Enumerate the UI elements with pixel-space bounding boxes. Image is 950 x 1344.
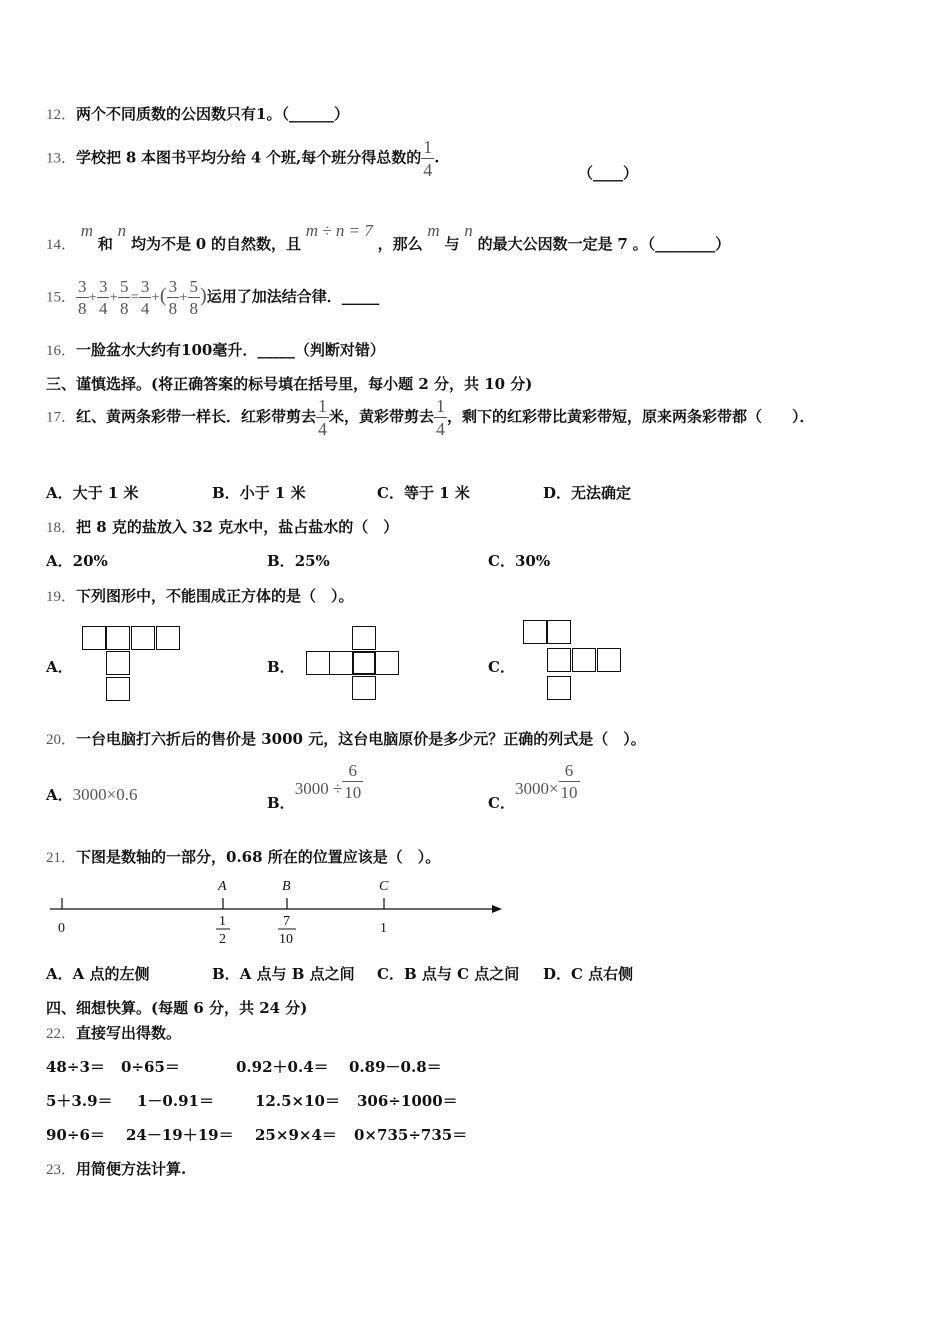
- q19: 19．下列图形中，不能围成正方体的是（ ）。: [46, 587, 354, 605]
- q18-option-b[interactable]: B．25%: [267, 552, 330, 570]
- q21-option-c[interactable]: C．B 点与 C 点之间: [377, 965, 520, 983]
- q13-blank: （____）: [578, 164, 639, 182]
- q22: 22．直接写出得数。: [46, 1024, 182, 1042]
- q20-option-a[interactable]: A．3000×0.6: [46, 785, 138, 804]
- point-c-label: C: [379, 879, 389, 894]
- q20: 20．一台电脑打六折后的售价是 3000 元，这台电脑原价是多少元？正确的列式是（ ）。: [46, 730, 646, 748]
- q18-option-c[interactable]: C．30%: [488, 552, 551, 570]
- calc-item: 0.92＋0.4＝: [236, 1058, 329, 1076]
- calc-item: 12.5×10＝: [255, 1092, 340, 1110]
- calc-item: 0÷65＝: [121, 1058, 180, 1076]
- tick-label-half-den: 2: [219, 932, 226, 947]
- calc-item: 1－0.91＝: [137, 1092, 214, 1110]
- fraction: $\frac{6}{10}$: [560, 761, 578, 802]
- fraction: $\frac{3}{8}$: [168, 277, 178, 318]
- section-4-title: 四、细想快算。(每题 6 分，共 24 分): [46, 999, 308, 1017]
- net-square: [306, 651, 330, 675]
- net-square: [352, 651, 376, 675]
- q19-option-b[interactable]: B．: [267, 658, 295, 676]
- q21-option-d[interactable]: D．C 点右侧: [543, 965, 634, 983]
- calc-item: 48÷3＝: [46, 1058, 105, 1076]
- q21: 21．下图是数轴的一部分，0.68 所在的位置应该是（ ）。: [46, 848, 441, 866]
- net-square: [547, 648, 571, 672]
- net-square: [156, 626, 180, 650]
- fraction: $\frac{3}{4}$: [98, 277, 108, 318]
- calc-item: 306÷1000＝: [357, 1092, 458, 1110]
- calc-item: 0.89－0.8＝: [349, 1058, 442, 1076]
- q17: 17．红、黄两条彩带一样长．红彩带剪去 $\frac{1}{4}$ 米，黄彩带剪去 $\frac{1}{4}$ ，剩下的红彩带比黄彩带短，原来两条彩带都（ ）．: [46, 396, 815, 439]
- q17-option-a[interactable]: A．大于 1 米: [46, 484, 139, 502]
- net-square: [329, 651, 353, 675]
- net-square: [597, 648, 621, 672]
- calc-item: 25×9×4＝: [255, 1126, 337, 1144]
- fraction: $\frac{3}{4}$: [140, 277, 150, 318]
- net-square: [106, 651, 130, 675]
- net-square: [523, 620, 547, 644]
- tick-label-0: 0: [58, 921, 65, 936]
- tick-label-1: 1: [380, 921, 387, 936]
- q20-option-b[interactable]: B．3000 ÷ $\frac{6}{10}$: [267, 761, 362, 812]
- fraction: $\frac{6}{10}$: [344, 761, 362, 802]
- q14: 14． m 和 n 均为不是 0 的自然数，且 m ÷ n = 7 ，那么 m 与 n 的最大公因数一定是 7 。（________）: [46, 221, 731, 253]
- tick-label-seven-den: 10: [279, 932, 293, 947]
- tick-label-seven-num: 7: [283, 914, 290, 929]
- q17-option-d[interactable]: D．无法确定: [543, 484, 632, 502]
- axis-arrow: [492, 905, 502, 913]
- fraction: $\frac{1}{4}$: [318, 396, 328, 439]
- q16: 16．一脸盆水大约有100毫升．_____（判断对错）: [46, 341, 385, 359]
- net-square: [106, 677, 130, 701]
- calc-item: 0×735÷735＝: [354, 1126, 468, 1144]
- tick-label-half-num: 1: [219, 914, 226, 929]
- number-line: [40, 872, 520, 952]
- calc-item: 24－19＋19＝: [126, 1126, 234, 1144]
- net-square: [547, 620, 571, 644]
- net-square: [352, 676, 376, 700]
- fraction: $\frac{1}{4}$: [436, 396, 446, 439]
- net-square: [82, 626, 106, 650]
- calc-item: 5＋3.9＝: [46, 1092, 113, 1110]
- net-square: [547, 676, 571, 700]
- fraction: $\frac{5}{8}$: [189, 277, 199, 318]
- q21-option-a[interactable]: A．A 点的左侧: [46, 965, 150, 983]
- fraction-one-quarter: $\frac{1}{4}$: [423, 137, 433, 180]
- fraction: $\frac{5}{8}$: [119, 277, 129, 318]
- point-a-label: A: [218, 879, 227, 894]
- q19-option-a[interactable]: A．: [46, 658, 73, 676]
- net-square: [352, 626, 376, 650]
- q18: 18．把 8 克的盐放入 32 克水中，盐占盐水的（ ）: [46, 518, 399, 536]
- q19-option-c[interactable]: C．: [488, 658, 515, 676]
- fraction: $\frac{3}{8}$: [78, 277, 87, 318]
- point-b-label: B: [282, 879, 291, 894]
- q18-option-a[interactable]: A．20%: [46, 552, 108, 570]
- q21-option-b[interactable]: B．A 点与 B 点之间: [212, 965, 355, 983]
- net-square: [131, 626, 155, 650]
- q13: 13．学校把 8 本图书平均分给 4 个班,每个班分得总数的 $\frac{1}{4}$ .: [46, 137, 440, 180]
- q23: 23．用简便方法计算.: [46, 1160, 187, 1178]
- section-3-title: 三、谨慎选择。(将正确答案的标号填在括号里，每小题 2 分，共 10 分): [46, 375, 533, 393]
- net-square: [106, 626, 130, 650]
- q17-option-c[interactable]: C．等于 1 米: [377, 484, 470, 502]
- net-square: [572, 648, 596, 672]
- q20-option-c[interactable]: C．3000× $\frac{6}{10}$: [488, 761, 578, 812]
- calc-item: 90÷6＝: [46, 1126, 105, 1144]
- q15: 15． $\frac{3}{8}$ + $\frac{3}{4}$ + $\frac{5}{8}$ = $\frac{3}{4}$ +( $\frac{3}{8}$ + $\frac{5}{8}$ )运用了加法结合律．_____: [46, 277, 380, 318]
- net-square: [375, 651, 399, 675]
- q12: 12．两个不同质数的公因数只有1。（______）: [46, 105, 349, 123]
- q17-option-b[interactable]: B．小于 1 米: [212, 484, 306, 502]
